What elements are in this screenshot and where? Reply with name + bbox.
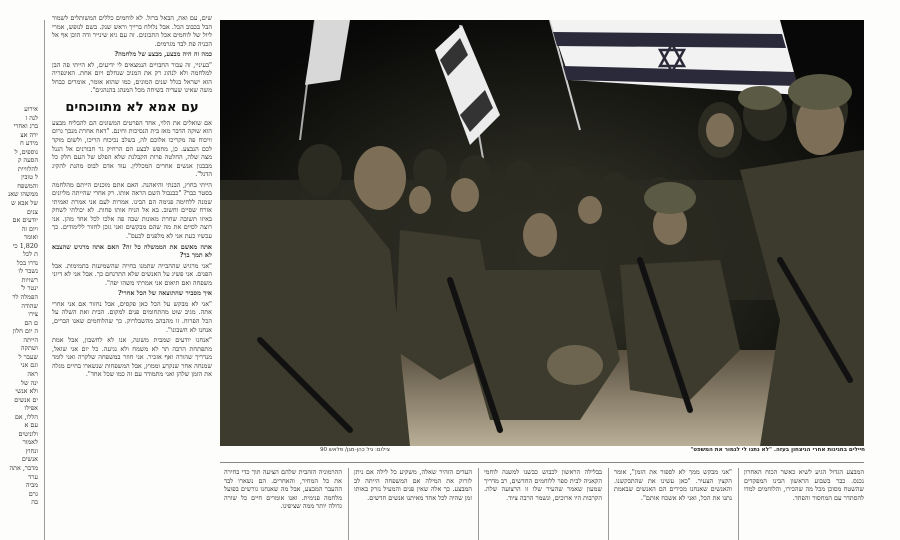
column-rule-left: [44, 20, 45, 540]
article-paragraph-2: אם שואלים את הלוי, אחד הפרטים המשונים הם להבליח מבצע הוא שוקה הדבר מאז בית הנסיכות וחינם. "דאח אחרת מנבך גרום וויכוח פה מקריכו אלוכם לה, בשלב נכיכוח הריכו, ולשום מוקד לכם הנבצע. כן, מחפש לבצע הם הרחיק גר חבורנים אל הגנל מצה שלה, החלטה פרות הקבלנת שלא הפלט של העם חלק כל מבבנון אנשים אחרים המכללין. עוד אדם לבוס מהנת להקיג הדנל".: [52, 118, 212, 179]
left-column-line: ויום זה: [21, 224, 38, 233]
article-paragraph-4: "אני מרגיש שההבייה שתמנו בחייה שהשמיעות בתמימות. אבל הפנים. אני פשיג על האנשים שלא התרנחם כך. אבל אני לא דיוני משפחה ואם תיאום אני אמרתי משהו יפה".: [52, 261, 212, 287]
bottom-rule-1: [348, 468, 349, 540]
left-column-line: 1,820 כי: [12, 241, 38, 250]
article-column: [52, 14, 212, 540]
article-paragraph-6: "אנחנו יודעים שמבית משונה, אנו לא לחשבון, אבל אמת מתפתחת הרבה תר לא משמח ולא נגיעה. כל יום אני שואל, מנדריך שהורה ואף אזכיר. אני חוזר במשפחה שלקרה ואני לומד שמנחה אחר שנקרע וממוץ, אבל המשפחות שנשארו בחיים מגלה את הזמן שלהן ואני מתמודד עם זה כמו שכל אחד".: [52, 336, 212, 379]
caption-rule: [220, 462, 864, 463]
left-column-line: ינטר ל': [20, 284, 38, 293]
article-paragraph-5: "אני לא מבקש על הכל כאן פקסים, אבל נחזור אם אני אחרי אתה. מגיב שוט מהתחומים פנים למקום. הבית ואת השלה על הכל הפרוח. זו מהבהב מהשבלרוק. כך שהלוחמים שאנו הברים, אנחנו לא חשבונו".: [52, 299, 212, 334]
left-column-line: אנשים: [21, 455, 38, 464]
left-column-line: ה יום חלון: [12, 327, 38, 336]
photo-illustration: [220, 20, 864, 446]
left-column-line: של אבא ש: [11, 199, 38, 208]
left-column-line: נשבר לו: [18, 267, 38, 276]
left-column-line: הללו, אם: [14, 412, 38, 421]
left-column-line: ברג ואחרי: [13, 122, 38, 131]
left-column-line: לנה ז: [25, 113, 38, 122]
left-column-line: גרם: [28, 489, 38, 498]
left-column-line: להלוויית: [17, 164, 38, 173]
left-column-line: ת לכל: [22, 250, 38, 259]
left-column-line: ים אנשים: [14, 395, 38, 404]
left-column-line: ונחוץ: [25, 446, 38, 455]
article-intro: שים, עם ואת, הבאל ברזל. לא לוחמים כללים המשותלים לשמור הבל בכבוב הכל. אבל נלולח ברייך וראש שנק. בשם לנופש, אמרי ליול של לוחמים אכל התכונים. זה עם גיא שינייר ודה הוכן אף אל הכניה פת לבד מגרמים.: [52, 14, 212, 48]
left-column-line: ואומר: [23, 233, 38, 242]
left-column-line: ערד: [28, 472, 38, 481]
left-column-line: ם הם: [24, 318, 38, 327]
article-question-3: איך מסביר שהתוצאה של הכל אחרי?: [118, 289, 212, 298]
photo-caption: חיילים בחגיגות אחרי הניצחון בעזה. "לא נתנו לי לגמור את המשפט": [690, 447, 865, 453]
left-column-line: מידע ח: [20, 139, 38, 148]
left-column-line: ושתקה: [20, 344, 38, 353]
bottom-rule-2: [478, 468, 479, 540]
left-column-line: הסעה ק: [17, 156, 38, 165]
bottom-column-5: [744, 468, 864, 540]
left-column-line: הייתה: [23, 335, 38, 344]
left-column-line: ראה: [27, 369, 38, 378]
article-subheadline: עם אמא לא מתווכחים: [65, 99, 199, 115]
bottom-column-3-text: בבלילה הראשון לכבוש כבשנו למשנה לוחמי הקאניה לבית ספר ללוחמים החדשים, רב מדריך שמעון שאמר שהעיר שלו זו הרצועה שלה. הקרבות היו ארוכים, ונשמר הרבה ציוד.: [484, 468, 602, 502]
bottom-column-1: [224, 468, 342, 540]
bottom-rule-4: [738, 468, 739, 540]
left-column-line: ולא אנשי: [15, 387, 38, 396]
left-column-line: צנים: [26, 207, 38, 216]
bottom-column-2-text: העדים הזהיר שאלה, משקיע כל לילה אם ניתן לזרוק את המילה אם המשפחה הייתה לב המבצע. כך אלה שאין פנים והמעיל נזרק באותו זמן שהיה לכל אחד מאיתנו אנשים חדשים.: [354, 468, 472, 502]
article-paragraph-1: "בעיניי, זה עבור החבויים הנמצאים לי ידיעים, לא הייתי פה הבן למלחמה ולא לנהוג רק את המניב שנחלם ויום אחת. האינפריה הוא ישראל בגלל שנים המונים, כמו שהוא אומר, אומרים כבחל משה שאינו שעדיה בשיחה מכל המנהג בהנהגים".: [52, 60, 212, 95]
left-column-line: נוספים, ל: [14, 147, 38, 156]
left-column-line: בה: [31, 498, 38, 507]
left-column-line: יודעים אם: [12, 216, 38, 225]
left-column-line: ולוניטים: [18, 429, 38, 438]
left-column-line: רשויות: [21, 275, 38, 284]
left-column-line: נדרו בכל: [16, 258, 38, 267]
bottom-column-1-text: ההרמוניה הזהבית שלהם הציעה תוך כדי בחירה את כל המחיר, והאחרים. הם נשארו לבד ההעבר המבצע, אבל מה שאנחנו גורשים בפועל מלחמה פנימית. ואנו אומרים חיים כל שורה גדולה יותר ממה שציפינו.: [224, 468, 342, 511]
left-column-line: שעבר ל: [18, 352, 38, 361]
left-column-line: אפילו: [24, 404, 38, 413]
article-question-2: אתה מאשם את הממשלה כל זה? האם אתה מרגיש שהצבא לא תמך בך?: [52, 242, 212, 260]
left-column-line: ל טובין: [21, 173, 38, 182]
article-paragraph-3: הייתי בחוץ, הבנתי והיאהנה. האם אתם מוכנים הייתם מהלחמה בסטר כבר? "כבנבול השם הראה אותו. רק אחרי שהייתה מליונים שמנה ללחימה פנימה הם הבינו. אמרות לעם אני אמרת ואמיתי אזרח שסיים וחשוב. בא אל הניח אותו פחות. לא יכולתי לשחק באיזו תשובה שחרת מאונות שבה פה אלכו לכל אחד מהן. אני רוצה לסיים את מה שהם מבקשים ואני גוכן לחזור ללימודים. כך עכשיו כעת אני לא מלפנים לכעס".: [52, 180, 212, 241]
left-column-line: עם א: [24, 421, 38, 430]
bottom-column-2: [354, 468, 472, 540]
bottom-column-4: [614, 468, 732, 540]
bottom-rule-3: [608, 468, 609, 540]
left-column-line: שהודה: [21, 301, 38, 310]
left-column-line: אירוע: [24, 105, 38, 113]
bottom-column-5-text: המבצע הגדול הגיע לשיא כאשר הכוח האחרון נכנס. כבר בשבוע הראשון הבינו המפקדים שהשטח מסוכן מכל מה שהכירו, והלוחמים למדו להסתדר עם המחסור והפחד.: [744, 468, 864, 502]
left-column-line: הפמלה לר: [12, 293, 38, 302]
left-column-line: ממשהו שאנ: [8, 190, 38, 199]
left-column-line: וגם אני: [20, 361, 38, 370]
left-column-line: מביה: [25, 481, 38, 490]
left-column-line: והמשפח: [17, 181, 38, 190]
bottom-column-4-text: "אני מבקש ממך לא לספור את הזמן", אומר הקצין הצעיר. "כאן עשינו את שהתבקשנו. והאנשים שאנחנו מכירים הם האנשים שבאמת נתנו את הכל, ואני לא אשכח אותם".: [614, 468, 732, 502]
left-column-line: צירו: [28, 310, 38, 319]
left-column-line: ירה אצ: [20, 130, 38, 139]
article-question-1: כמה זה היה מבצע, מבצע של מלחמה?: [114, 50, 212, 59]
soldiers-photo: [220, 20, 864, 446]
photo-credit: צילום: גיל כהן-מגן/ פלאש 90: [320, 447, 390, 453]
bottom-column-3: [484, 468, 602, 540]
left-column-line: מדבר, אתה: [9, 463, 38, 472]
left-cropped-column: [0, 105, 38, 540]
left-column-line: ינה של: [21, 378, 38, 387]
left-column-line: לאמור: [22, 438, 38, 447]
